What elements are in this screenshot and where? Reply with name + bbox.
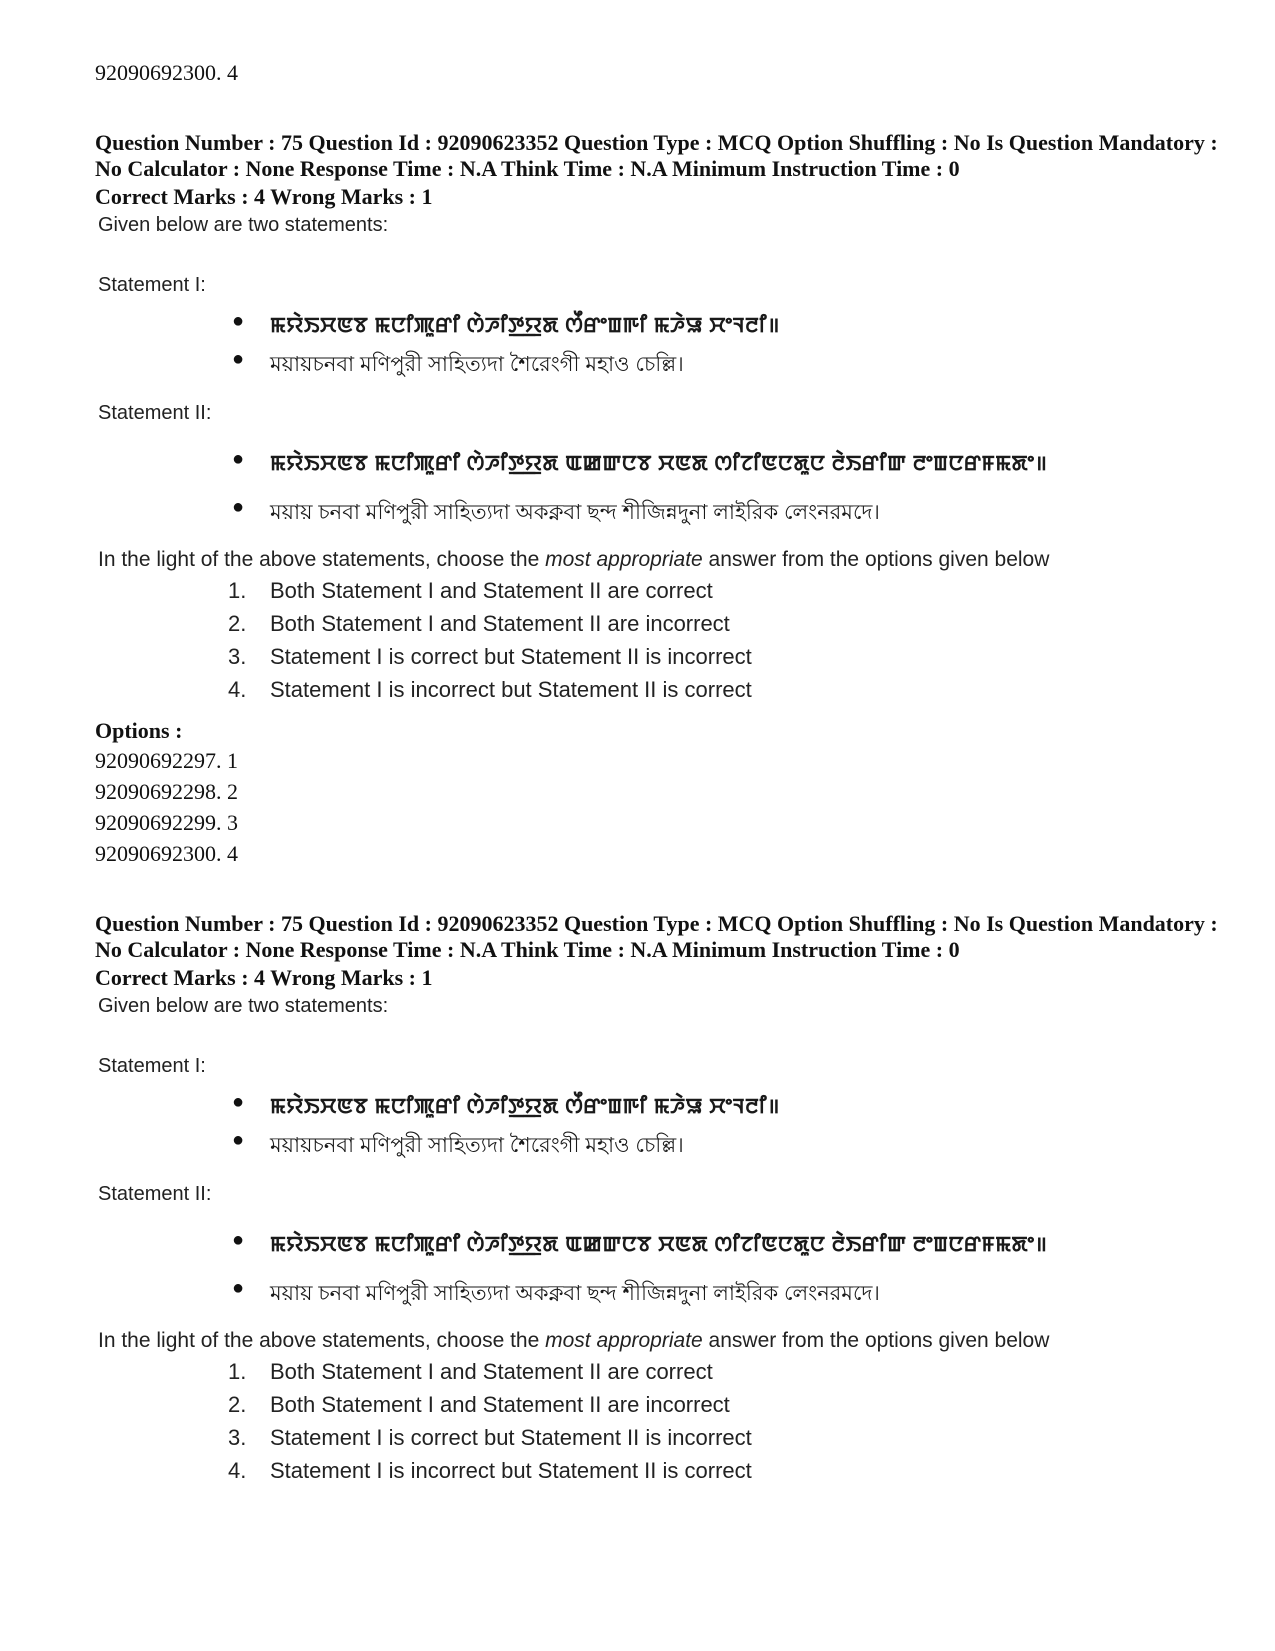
choice-text: Both Statement I and Statement II are correct bbox=[270, 578, 713, 603]
choice-text: Both Statement I and Statement II are incorrect bbox=[270, 611, 730, 636]
choice-text: Statement I is correct but Statement II is incorrect bbox=[270, 1425, 752, 1450]
option-id-line: 92090692298. 2 bbox=[95, 779, 238, 804]
instruction-text bbox=[98, 1329, 1049, 1353]
choice-number: 2. bbox=[228, 1392, 247, 1417]
statement-1-bengali: ময়ায়চনবা মণিপুরী সাহিত্যদা শৈরেংগী মহাও চেল্লি। bbox=[270, 353, 684, 376]
statement-1-bengali: ময়ায়চনবা মণিপুরী সাহিত্যদা শৈরেংগী মহাও চেল্লি। bbox=[270, 1134, 684, 1157]
statement-1-label: Statement I: bbox=[98, 1055, 206, 1077]
instruction-emphasis: most appropriate bbox=[545, 1329, 703, 1352]
question-meta: Question Number : 75 Question Id : 92090623352 Question Type : MCQ Option Shuffling : No Is Question Mandatory : No Calculator : None Response Time : N.A Think Time : N.A Minimum Instruction Time : 0 bbox=[95, 130, 1218, 181]
option-id-line: 92090692297. 1 bbox=[95, 748, 238, 773]
bullet-icon: ● bbox=[232, 1129, 245, 1151]
choice-text: Statement I is correct but Statement II is incorrect bbox=[270, 644, 752, 669]
options-heading: Options : bbox=[95, 718, 183, 743]
bullet-icon: ● bbox=[232, 496, 245, 518]
choice-number: 3. bbox=[228, 1425, 247, 1450]
choice-number: 4. bbox=[228, 1458, 247, 1483]
statement-2-bengali: ময়ায় চনবা মণিপুরী সাহিত্যদা অকক্নবা ছন্দ শীজিন্নদুনা লাইরিক লেংনরমদে। bbox=[270, 1282, 880, 1305]
choice-text: Statement I is incorrect but Statement II is correct bbox=[270, 677, 752, 702]
choice-number: 1. bbox=[228, 1359, 247, 1384]
question-marks: Correct Marks : 4 Wrong Marks : 1 bbox=[95, 184, 433, 209]
bullet-icon: ● bbox=[232, 310, 245, 332]
question-meta: Question Number : 75 Question Id : 92090623352 Question Type : MCQ Option Shuffling : No Is Question Mandatory : No Calculator : None Response Time : N.A Think Time : N.A Minimum Instruction Time : 0 bbox=[95, 911, 1218, 962]
question-intro: Given below are two statements: bbox=[98, 995, 389, 1017]
statement-2-meetei: ꯃꯌꯥꯏꯆꯟꯕ ꯃꯅꯤꯄꯨꯔꯤ ꯁꯥꯍꯤꯇ꯭ꯌꯗ ꯑꯀꯛꯅꯕ ꯆꯟꯗ ꯁꯤꯖꯤꯟꯅꯗꯨꯅ ꯂꯥꯏꯔꯤꯛ ꯂꯦꯡꯅꯔꯝꯃꯗꯦ॥ bbox=[270, 1233, 1048, 1256]
choice-number: 4. bbox=[228, 677, 247, 702]
choice-number: 3. bbox=[228, 644, 247, 669]
instruction-post: answer from the options given below bbox=[702, 548, 1050, 571]
bullet-icon: ● bbox=[232, 448, 245, 470]
statement-2-label: Statement II: bbox=[98, 1183, 212, 1205]
question-intro: Given below are two statements: bbox=[98, 214, 389, 236]
option-id-line: 92090692300. 4 bbox=[95, 841, 238, 866]
bullet-icon: ● bbox=[232, 348, 245, 370]
instruction-post: answer from the options given below bbox=[702, 1329, 1050, 1352]
option-id-line: 92090692299. 3 bbox=[95, 810, 238, 835]
choice-text: Both Statement I and Statement II are incorrect bbox=[270, 1392, 730, 1417]
instruction-text bbox=[98, 548, 1049, 572]
statement-1-meetei: ꯃꯌꯥꯏꯆꯟꯕ ꯃꯅꯤꯄꯨꯔꯤ ꯁꯥꯍꯤꯇ꯭ꯌꯗ ꯁꯩꯔꯦꯡꯒꯤ ꯃꯍꯥꯎ ꯆꯦꯜꯂꯤ॥ bbox=[270, 314, 781, 337]
question-marks: Correct Marks : 4 Wrong Marks : 1 bbox=[95, 965, 433, 990]
bullet-icon: ● bbox=[232, 1091, 245, 1113]
statement-2-label: Statement II: bbox=[98, 402, 212, 424]
previous-option-line: 92090692300. 4 bbox=[95, 60, 238, 85]
statement-1-label: Statement I: bbox=[98, 274, 206, 296]
bullet-icon: ● bbox=[232, 1229, 245, 1251]
statement-1-meetei: ꯃꯌꯥꯏꯆꯟꯕ ꯃꯅꯤꯄꯨꯔꯤ ꯁꯥꯍꯤꯇ꯭ꯌꯗ ꯁꯩꯔꯦꯡꯒꯤ ꯃꯍꯥꯎ ꯆꯦꯜꯂꯤ॥ bbox=[270, 1095, 781, 1118]
instruction-emphasis: most appropriate bbox=[545, 548, 703, 571]
instruction-pre: In the light of the above statements, choose the bbox=[98, 1329, 546, 1352]
statement-2-bengali: ময়ায় চনবা মণিপুরী সাহিত্যদা অকক্নবা ছন্দ শীজিন্নদুনা লাইরিক লেংনরমদে। bbox=[270, 501, 880, 524]
bullet-icon: ● bbox=[232, 1277, 245, 1299]
choice-text: Both Statement I and Statement II are correct bbox=[270, 1359, 713, 1384]
choice-number: 1. bbox=[228, 578, 247, 603]
choice-text: Statement I is incorrect but Statement II is correct bbox=[270, 1458, 752, 1483]
instruction-pre: In the light of the above statements, choose the bbox=[98, 548, 546, 571]
choice-number: 2. bbox=[228, 611, 247, 636]
statement-2-meetei: ꯃꯌꯥꯏꯆꯟꯕ ꯃꯅꯤꯄꯨꯔꯤ ꯁꯥꯍꯤꯇ꯭ꯌꯗ ꯑꯀꯛꯅꯕ ꯆꯟꯗ ꯁꯤꯖꯤꯟꯅꯗꯨꯅ ꯂꯥꯏꯔꯤꯛ ꯂꯦꯡꯅꯔꯝꯃꯗꯦ॥ bbox=[270, 452, 1048, 475]
